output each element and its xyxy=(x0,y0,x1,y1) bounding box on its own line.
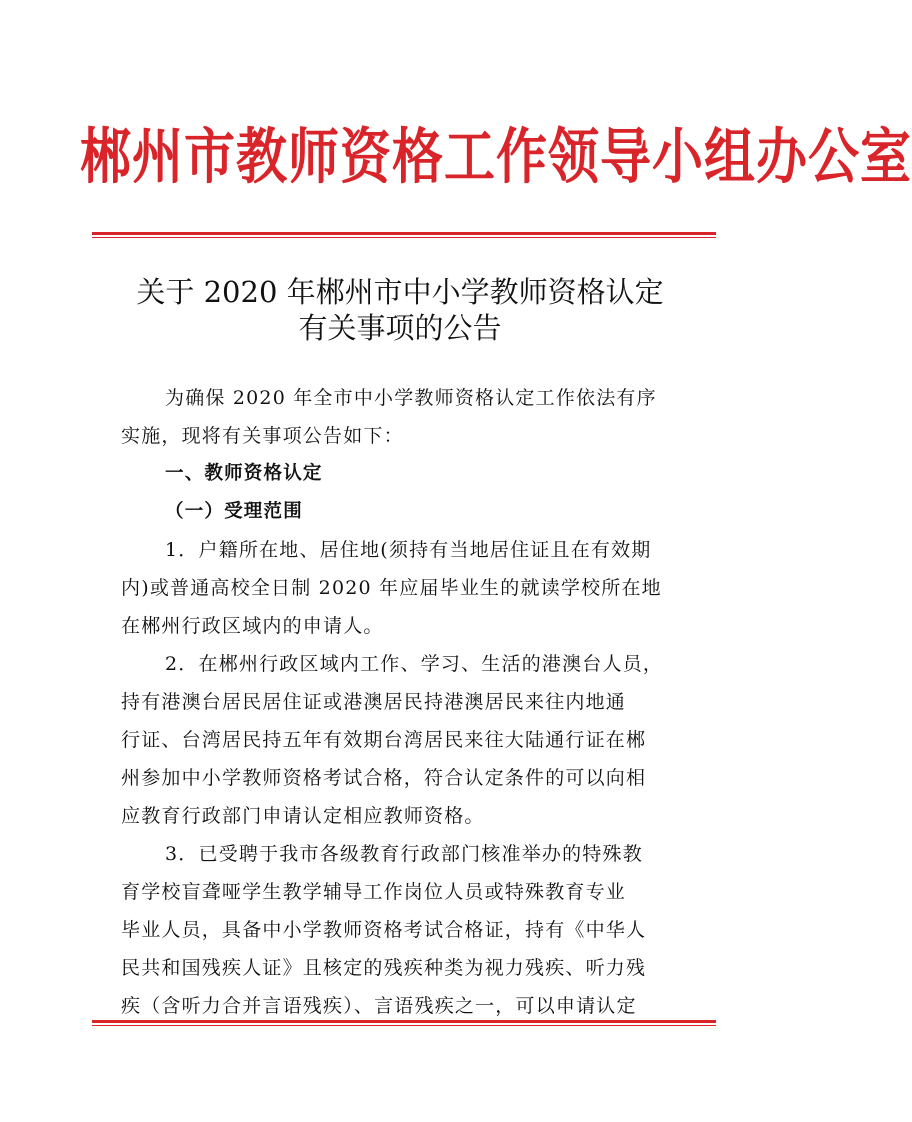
footer-red-rule xyxy=(92,1020,716,1026)
red-rule-thin-line xyxy=(92,237,716,238)
red-rule-thin-line xyxy=(92,1025,716,1026)
body-paragraph-line: 疾（含听力合并言语残疾）、言语残疾之一，可以申请认定 xyxy=(121,995,637,1017)
document-title-line-2: 有关事项的公告 xyxy=(298,311,502,345)
body-paragraph-line: 民共和国残疾人证》且核定的残疾种类为视力残疾、听力残 xyxy=(121,957,647,979)
section-heading: 一、教师资格认定 xyxy=(165,463,323,484)
body-paragraph-line: 毕业人员，具备中小学教师资格考试合格证，持有《中华人 xyxy=(121,919,647,941)
body-paragraph-line: 州参加中小学教师资格考试合格，符合认定条件的可以向相 xyxy=(121,767,647,789)
subsection-heading: （一）受理范围 xyxy=(165,501,303,522)
document-title-line-1: 关于 2020 年郴州市中小学教师资格认定 xyxy=(136,275,664,309)
body-paragraph-line: 应教育行政部门申请认定相应教师资格。 xyxy=(121,805,485,827)
body-paragraph-line: 育学校盲聋哑学生教学辅导工作岗位人员或特殊教育专业 xyxy=(121,881,627,903)
body-paragraph-line: 在郴州行政区域内的申请人。 xyxy=(121,615,384,637)
body-paragraph-line: 持有港澳台居民居住证或港澳居民持港澳居民来往内地通 xyxy=(121,691,627,713)
letterhead-red-rule xyxy=(92,232,716,238)
body-paragraph-line: 内)或普通高校全日制 2020 年应届毕业生的就读学校所在地 xyxy=(121,577,662,599)
body-paragraph-line: 行证、台湾居民持五年有效期台湾居民来往大陆通行证在郴 xyxy=(121,729,647,751)
body-paragraph-line: 为确保 2020 年全市中小学教师资格认定工作依法有序 xyxy=(165,387,657,409)
body-paragraph-line: 3．已受聘于我市各级教育行政部门核准举办的特殊教 xyxy=(165,843,643,865)
body-paragraph-line: 1．户籍所在地、居住地(须持有当地居住证且在有效期 xyxy=(165,539,652,561)
body-paragraph-line: 2．在郴州行政区域内工作、学习、生活的港澳台人员， xyxy=(165,653,664,675)
letterhead-organization-name: 郴州市教师资格工作领导小组办公室 xyxy=(80,122,912,193)
body-paragraph-line: 实施，现将有关事项公告如下： xyxy=(121,425,404,447)
